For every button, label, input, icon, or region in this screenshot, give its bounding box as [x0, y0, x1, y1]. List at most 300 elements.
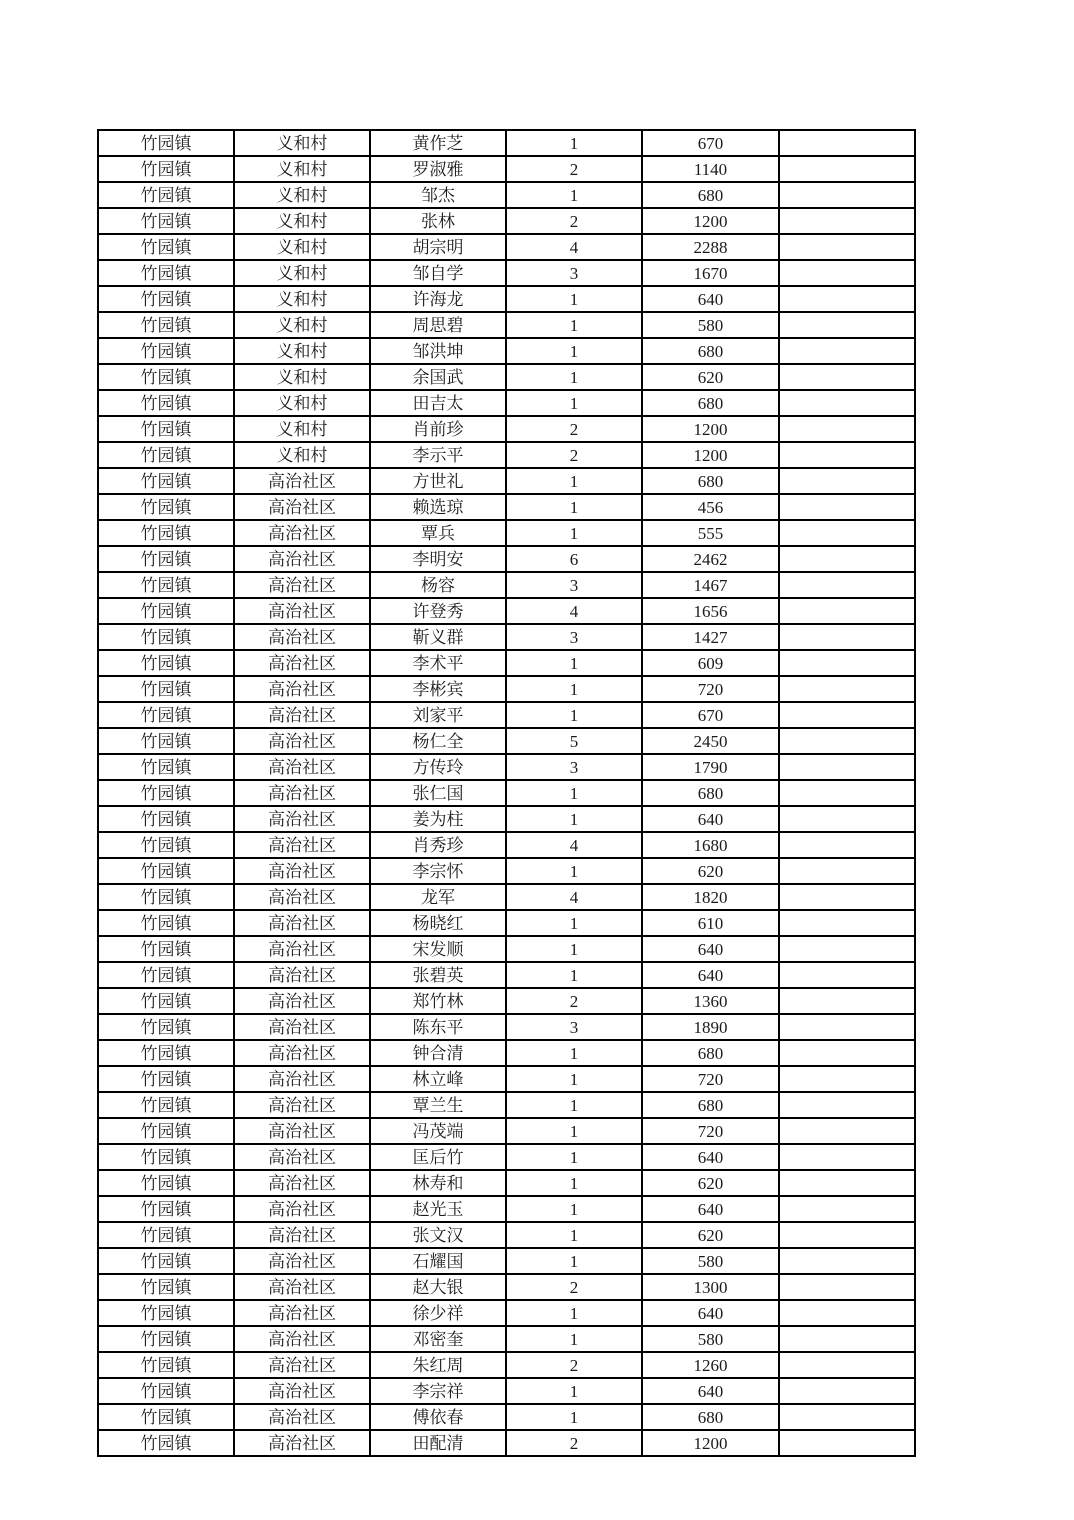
table-cell-town: 竹园镇: [98, 1196, 234, 1222]
table-row: [98, 338, 915, 364]
table-cell-town: 竹园镇: [98, 806, 234, 832]
table-cell-amount: 1467: [642, 572, 779, 598]
table-cell-amount: 1300: [642, 1274, 779, 1300]
table-cell-count: 4: [506, 598, 642, 624]
table-cell-village: 高治社区: [234, 650, 370, 676]
table-cell-village: 义和村: [234, 442, 370, 468]
table-cell-person-name: 许登秀: [370, 598, 506, 624]
table-cell-note: [779, 1326, 915, 1352]
table-row: [98, 702, 915, 728]
table-cell-count: 3: [506, 260, 642, 286]
table-cell-person-name: 邹洪坤: [370, 338, 506, 364]
table-cell-person-name: 方传玲: [370, 754, 506, 780]
table-cell-count: 3: [506, 572, 642, 598]
table-cell-note: [779, 650, 915, 676]
table-cell-count: 1: [506, 312, 642, 338]
table-cell-count: 1: [506, 1196, 642, 1222]
table-cell-village: 高治社区: [234, 728, 370, 754]
table-row: [98, 832, 915, 858]
table-row: [98, 650, 915, 676]
table-cell-count: 1: [506, 1066, 642, 1092]
table-cell-count: 2: [506, 1430, 642, 1456]
table-cell-count: 1: [506, 1378, 642, 1404]
table-cell-count: 1: [506, 1222, 642, 1248]
table-row: [98, 468, 915, 494]
table-cell-note: [779, 1170, 915, 1196]
table-body: [98, 130, 915, 1456]
table-cell-village: 高治社区: [234, 1404, 370, 1430]
table-cell-town: 竹园镇: [98, 1222, 234, 1248]
table-cell-person-name: 李宗怀: [370, 858, 506, 884]
table-cell-count: 2: [506, 988, 642, 1014]
table-cell-village: 义和村: [234, 364, 370, 390]
table-cell-village: 高治社区: [234, 1248, 370, 1274]
table-cell-person-name: 杨容: [370, 572, 506, 598]
table-cell-count: 1: [506, 520, 642, 546]
table-cell-town: 竹园镇: [98, 1430, 234, 1456]
table-cell-person-name: 邹杰: [370, 182, 506, 208]
table-cell-person-name: 张仁国: [370, 780, 506, 806]
table-cell-amount: 1790: [642, 754, 779, 780]
table-cell-person-name: 邹自学: [370, 260, 506, 286]
table-cell-count: 1: [506, 936, 642, 962]
table-cell-note: [779, 676, 915, 702]
table-cell-village: 高治社区: [234, 1274, 370, 1300]
table-cell-note: [779, 1404, 915, 1430]
table-cell-village: 高治社区: [234, 702, 370, 728]
table-cell-person-name: 郑竹林: [370, 988, 506, 1014]
table-row: [98, 1326, 915, 1352]
table-row: [98, 520, 915, 546]
table-cell-town: 竹园镇: [98, 1066, 234, 1092]
table-cell-note: [779, 1014, 915, 1040]
table-row: [98, 546, 915, 572]
table-cell-amount: 680: [642, 182, 779, 208]
table-cell-count: 3: [506, 1014, 642, 1040]
table-cell-count: 1: [506, 806, 642, 832]
table-cell-person-name: 靳义群: [370, 624, 506, 650]
table-cell-person-name: 胡宗明: [370, 234, 506, 260]
table-cell-count: 1: [506, 390, 642, 416]
table-cell-amount: 680: [642, 1092, 779, 1118]
table-cell-note: [779, 910, 915, 936]
table-cell-village: 高治社区: [234, 1040, 370, 1066]
table-cell-count: 1: [506, 1404, 642, 1430]
table-cell-amount: 720: [642, 1066, 779, 1092]
table-cell-village: 高治社区: [234, 1196, 370, 1222]
table-cell-village: 高治社区: [234, 780, 370, 806]
table-cell-note: [779, 234, 915, 260]
table-cell-person-name: 李术平: [370, 650, 506, 676]
table-cell-village: 义和村: [234, 390, 370, 416]
table-cell-count: 2: [506, 156, 642, 182]
table-row: [98, 858, 915, 884]
table-row: [98, 1404, 915, 1430]
table-cell-village: 高治社区: [234, 468, 370, 494]
table-cell-village: 高治社区: [234, 936, 370, 962]
table-cell-note: [779, 624, 915, 650]
table-cell-village: 高治社区: [234, 832, 370, 858]
table-row: [98, 1196, 915, 1222]
table-cell-village: 高治社区: [234, 1066, 370, 1092]
table-cell-town: 竹园镇: [98, 962, 234, 988]
table-cell-village: 义和村: [234, 416, 370, 442]
table-cell-amount: 580: [642, 312, 779, 338]
table-cell-note: [779, 416, 915, 442]
table-cell-count: 1: [506, 962, 642, 988]
table-cell-village: 高治社区: [234, 910, 370, 936]
table-cell-village: 高治社区: [234, 988, 370, 1014]
table-cell-town: 竹园镇: [98, 1404, 234, 1430]
table-cell-count: 4: [506, 234, 642, 260]
table-cell-count: 2: [506, 416, 642, 442]
table-row: [98, 1430, 915, 1456]
table-cell-amount: 680: [642, 338, 779, 364]
table-cell-village: 高治社区: [234, 754, 370, 780]
table-cell-amount: 720: [642, 676, 779, 702]
table-cell-amount: 620: [642, 858, 779, 884]
table-cell-town: 竹园镇: [98, 884, 234, 910]
table-cell-person-name: 张林: [370, 208, 506, 234]
table-cell-town: 竹园镇: [98, 234, 234, 260]
table-cell-amount: 1890: [642, 1014, 779, 1040]
table-cell-amount: 620: [642, 364, 779, 390]
table-cell-town: 竹园镇: [98, 572, 234, 598]
table-cell-amount: 640: [642, 1144, 779, 1170]
table-cell-count: 1: [506, 1170, 642, 1196]
table-cell-amount: 580: [642, 1326, 779, 1352]
table-cell-person-name: 方世礼: [370, 468, 506, 494]
table-row: [98, 130, 915, 156]
table-cell-person-name: 周思碧: [370, 312, 506, 338]
table-cell-town: 竹园镇: [98, 676, 234, 702]
table-cell-person-name: 张碧英: [370, 962, 506, 988]
table-cell-note: [779, 520, 915, 546]
table-cell-amount: 609: [642, 650, 779, 676]
table-cell-town: 竹园镇: [98, 988, 234, 1014]
table-cell-count: 1: [506, 364, 642, 390]
table-cell-amount: 1140: [642, 156, 779, 182]
table-cell-note: [779, 572, 915, 598]
table-cell-town: 竹园镇: [98, 1274, 234, 1300]
table-cell-amount: 1427: [642, 624, 779, 650]
table-cell-person-name: 邓密奎: [370, 1326, 506, 1352]
table-cell-person-name: 李宗祥: [370, 1378, 506, 1404]
table-cell-amount: 2462: [642, 546, 779, 572]
table-cell-person-name: 肖前珍: [370, 416, 506, 442]
table-cell-village: 义和村: [234, 338, 370, 364]
table-cell-person-name: 石耀国: [370, 1248, 506, 1274]
table-cell-village: 高治社区: [234, 858, 370, 884]
table-cell-note: [779, 468, 915, 494]
table-cell-town: 竹园镇: [98, 1144, 234, 1170]
table-cell-count: 1: [506, 858, 642, 884]
table-row: [98, 910, 915, 936]
table-cell-town: 竹园镇: [98, 754, 234, 780]
table-cell-town: 竹园镇: [98, 390, 234, 416]
table-cell-town: 竹园镇: [98, 338, 234, 364]
table-cell-count: 2: [506, 1352, 642, 1378]
table-cell-note: [779, 1274, 915, 1300]
table-cell-town: 竹园镇: [98, 156, 234, 182]
table-row: [98, 416, 915, 442]
table-cell-village: 高治社区: [234, 1014, 370, 1040]
table-cell-town: 竹园镇: [98, 702, 234, 728]
table-cell-amount: 640: [642, 806, 779, 832]
table-cell-note: [779, 1118, 915, 1144]
table-cell-note: [779, 754, 915, 780]
table-cell-amount: 620: [642, 1222, 779, 1248]
table-cell-village: 高治社区: [234, 884, 370, 910]
table-cell-town: 竹园镇: [98, 312, 234, 338]
table-cell-count: 4: [506, 884, 642, 910]
table-cell-town: 竹园镇: [98, 1378, 234, 1404]
table-cell-town: 竹园镇: [98, 364, 234, 390]
table-cell-person-name: 赵光玉: [370, 1196, 506, 1222]
table-cell-note: [779, 962, 915, 988]
table-row: [98, 936, 915, 962]
table-cell-note: [779, 884, 915, 910]
table-cell-count: 6: [506, 546, 642, 572]
table-cell-town: 竹园镇: [98, 416, 234, 442]
table-cell-person-name: 李示平: [370, 442, 506, 468]
table-cell-amount: 680: [642, 780, 779, 806]
table-cell-person-name: 田吉太: [370, 390, 506, 416]
table-cell-town: 竹园镇: [98, 1300, 234, 1326]
table-cell-person-name: 宋发顺: [370, 936, 506, 962]
table-cell-town: 竹园镇: [98, 598, 234, 624]
table-cell-person-name: 林寿和: [370, 1170, 506, 1196]
table-cell-village: 义和村: [234, 156, 370, 182]
table-row: [98, 572, 915, 598]
table-cell-person-name: 傅依春: [370, 1404, 506, 1430]
table-cell-amount: 640: [642, 962, 779, 988]
table-cell-note: [779, 442, 915, 468]
table-cell-town: 竹园镇: [98, 1092, 234, 1118]
table-cell-village: 义和村: [234, 234, 370, 260]
table-cell-person-name: 李明安: [370, 546, 506, 572]
table-cell-town: 竹园镇: [98, 1352, 234, 1378]
table-cell-village: 高治社区: [234, 520, 370, 546]
table-row: [98, 156, 915, 182]
table-cell-count: 2: [506, 1274, 642, 1300]
table-cell-village: 高治社区: [234, 1092, 370, 1118]
table-cell-note: [779, 364, 915, 390]
table-cell-count: 1: [506, 1326, 642, 1352]
table-cell-amount: 610: [642, 910, 779, 936]
table-cell-village: 义和村: [234, 260, 370, 286]
table-cell-amount: 2450: [642, 728, 779, 754]
table-cell-person-name: 覃兵: [370, 520, 506, 546]
table-cell-village: 高治社区: [234, 572, 370, 598]
table-cell-note: [779, 156, 915, 182]
table-cell-person-name: 李彬宾: [370, 676, 506, 702]
table-cell-person-name: 姜为柱: [370, 806, 506, 832]
table-row: [98, 754, 915, 780]
table-cell-village: 义和村: [234, 182, 370, 208]
table-cell-town: 竹园镇: [98, 442, 234, 468]
table-cell-amount: 1656: [642, 598, 779, 624]
table-cell-person-name: 黄作芝: [370, 130, 506, 156]
table-cell-count: 3: [506, 754, 642, 780]
table-cell-note: [779, 338, 915, 364]
payment-table: [97, 129, 916, 1457]
table-cell-village: 高治社区: [234, 1222, 370, 1248]
table-cell-town: 竹园镇: [98, 1170, 234, 1196]
table-cell-town: 竹园镇: [98, 130, 234, 156]
table-row: [98, 260, 915, 286]
table-row: [98, 1352, 915, 1378]
table-cell-village: 义和村: [234, 312, 370, 338]
table-cell-person-name: 罗淑雅: [370, 156, 506, 182]
table-row: [98, 676, 915, 702]
table-cell-count: 1: [506, 1144, 642, 1170]
table-cell-town: 竹园镇: [98, 208, 234, 234]
table-cell-note: [779, 260, 915, 286]
table-cell-note: [779, 832, 915, 858]
table-cell-town: 竹园镇: [98, 494, 234, 520]
table-cell-amount: 680: [642, 390, 779, 416]
table-cell-amount: 1820: [642, 884, 779, 910]
table-row: [98, 1040, 915, 1066]
table-cell-village: 义和村: [234, 130, 370, 156]
table-cell-town: 竹园镇: [98, 1014, 234, 1040]
table-cell-note: [779, 1144, 915, 1170]
table-cell-village: 高治社区: [234, 676, 370, 702]
table-cell-note: [779, 936, 915, 962]
table-cell-amount: 640: [642, 1300, 779, 1326]
table-cell-note: [779, 208, 915, 234]
table-cell-count: 1: [506, 910, 642, 936]
table-cell-amount: 620: [642, 1170, 779, 1196]
table-cell-town: 竹园镇: [98, 546, 234, 572]
table-cell-count: 1: [506, 338, 642, 364]
table-cell-person-name: 张文汉: [370, 1222, 506, 1248]
table-cell-town: 竹园镇: [98, 1040, 234, 1066]
table-cell-amount: 1200: [642, 416, 779, 442]
table-cell-note: [779, 598, 915, 624]
table-cell-village: 高治社区: [234, 1144, 370, 1170]
table-cell-note: [779, 1352, 915, 1378]
table-cell-amount: 670: [642, 702, 779, 728]
table-cell-amount: 720: [642, 1118, 779, 1144]
table-row: [98, 728, 915, 754]
table-row: [98, 1248, 915, 1274]
table-cell-note: [779, 1300, 915, 1326]
table-row: [98, 494, 915, 520]
table-row: [98, 962, 915, 988]
table-cell-person-name: 徐少祥: [370, 1300, 506, 1326]
table-cell-village: 高治社区: [234, 624, 370, 650]
table-cell-person-name: 许海龙: [370, 286, 506, 312]
table-cell-village: 高治社区: [234, 1118, 370, 1144]
table-cell-note: [779, 312, 915, 338]
table-cell-amount: 1200: [642, 1430, 779, 1456]
table-row: [98, 988, 915, 1014]
table-cell-note: [779, 1378, 915, 1404]
table-cell-note: [779, 988, 915, 1014]
table-cell-count: 4: [506, 832, 642, 858]
table-cell-town: 竹园镇: [98, 780, 234, 806]
table-cell-town: 竹园镇: [98, 1118, 234, 1144]
table-cell-town: 竹园镇: [98, 936, 234, 962]
table-cell-village: 高治社区: [234, 1326, 370, 1352]
table-cell-count: 1: [506, 1092, 642, 1118]
table-cell-person-name: 龙军: [370, 884, 506, 910]
table-cell-town: 竹园镇: [98, 650, 234, 676]
table-row: [98, 780, 915, 806]
table-cell-village: 高治社区: [234, 962, 370, 988]
table-cell-note: [779, 1248, 915, 1274]
table-cell-person-name: 田配清: [370, 1430, 506, 1456]
table-cell-town: 竹园镇: [98, 728, 234, 754]
table-cell-count: 1: [506, 1248, 642, 1274]
table-row: [98, 1092, 915, 1118]
table-cell-town: 竹园镇: [98, 858, 234, 884]
table-cell-note: [779, 546, 915, 572]
table-cell-amount: 670: [642, 130, 779, 156]
table-row: [98, 1014, 915, 1040]
table-cell-amount: 640: [642, 286, 779, 312]
table-cell-amount: 1200: [642, 442, 779, 468]
table-cell-amount: 1670: [642, 260, 779, 286]
table-cell-person-name: 林立峰: [370, 1066, 506, 1092]
table-row: [98, 234, 915, 260]
table-row: [98, 598, 915, 624]
table-row: [98, 624, 915, 650]
table-cell-count: 1: [506, 130, 642, 156]
table-cell-note: [779, 702, 915, 728]
table-cell-note: [779, 130, 915, 156]
table-cell-amount: 1680: [642, 832, 779, 858]
table-cell-person-name: 赖选琼: [370, 494, 506, 520]
table-row: [98, 1378, 915, 1404]
table-cell-village: 高治社区: [234, 1378, 370, 1404]
table-cell-person-name: 冯茂端: [370, 1118, 506, 1144]
table-row: [98, 442, 915, 468]
table-cell-count: 3: [506, 624, 642, 650]
table-cell-count: 1: [506, 286, 642, 312]
table-cell-amount: 680: [642, 1404, 779, 1430]
table-cell-person-name: 刘家平: [370, 702, 506, 728]
table-cell-town: 竹园镇: [98, 182, 234, 208]
table-cell-town: 竹园镇: [98, 468, 234, 494]
table-row: [98, 1300, 915, 1326]
table-cell-village: 高治社区: [234, 1430, 370, 1456]
table-cell-count: 1: [506, 182, 642, 208]
table-cell-town: 竹园镇: [98, 1248, 234, 1274]
table-cell-count: 1: [506, 1300, 642, 1326]
table-cell-count: 1: [506, 676, 642, 702]
table-cell-amount: 640: [642, 1196, 779, 1222]
table-cell-note: [779, 390, 915, 416]
table-cell-note: [779, 1196, 915, 1222]
table-cell-note: [779, 1430, 915, 1456]
table-cell-note: [779, 182, 915, 208]
table-cell-count: 5: [506, 728, 642, 754]
table-cell-note: [779, 286, 915, 312]
table-row: [98, 884, 915, 910]
table-cell-count: 1: [506, 1118, 642, 1144]
table-cell-person-name: 朱红周: [370, 1352, 506, 1378]
table-cell-amount: 1360: [642, 988, 779, 1014]
table-row: [98, 1066, 915, 1092]
table-cell-person-name: 匡后竹: [370, 1144, 506, 1170]
table-cell-note: [779, 858, 915, 884]
table-cell-amount: 1200: [642, 208, 779, 234]
table-cell-person-name: 杨晓红: [370, 910, 506, 936]
table-cell-person-name: 陈东平: [370, 1014, 506, 1040]
